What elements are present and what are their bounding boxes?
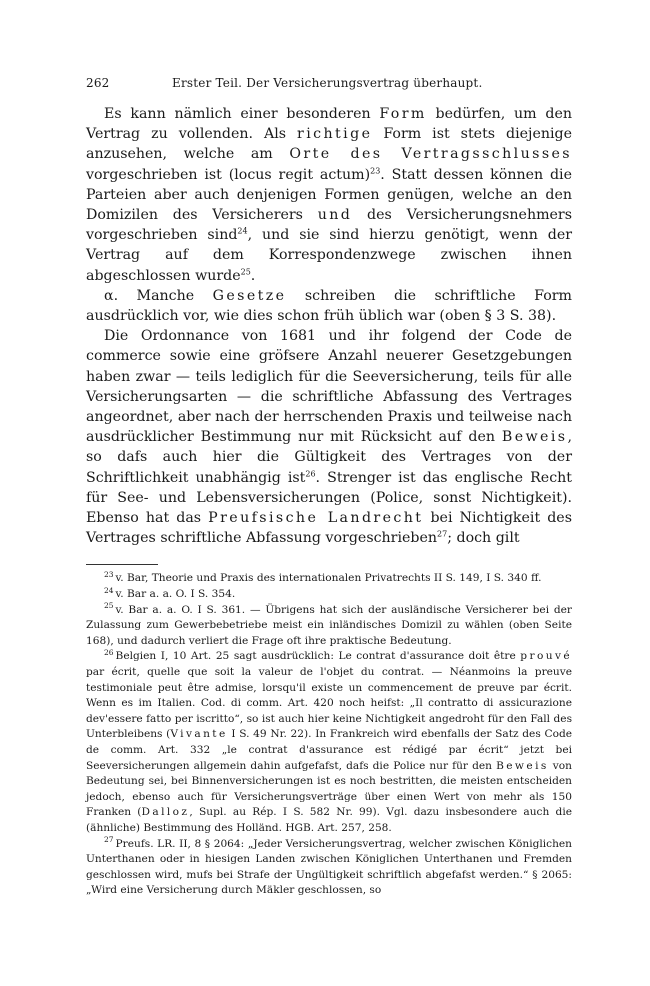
footnote-number: 23 xyxy=(104,569,114,579)
main-text xyxy=(86,104,572,548)
footnote-number: 26 xyxy=(104,647,114,657)
text-run: Es kann nämlich einer besonderen xyxy=(104,106,380,122)
spaced-word: Form xyxy=(379,106,427,122)
spaced-word: und xyxy=(317,207,353,224)
footnote-text: von Bedeutung sei, bei Binnenversicherungen ist es noch bestritten, die meisten entscheiden jedoch, ebenso auch für Versicherungsverträge über einen Wert von mehr als 150 Franken ( xyxy=(86,759,572,819)
text-run: , und sie sind hierzu genötigt, wenn der Vertrag auf dem Korrespondenzwege zwischen ihnen abgeschlossen wurde xyxy=(86,227,572,284)
footnotes xyxy=(86,571,572,898)
paragraph-ordonnance xyxy=(86,326,572,548)
spaced-word: Gesetze xyxy=(212,287,287,304)
spaced-word: richtige xyxy=(297,126,373,143)
text-run: , so dafs auch hier die Gültigkeit des Vertrages von der Schriftlichkeit unabhängig ist xyxy=(86,429,572,486)
footnote-ref: 25 xyxy=(240,266,251,276)
spaced-word: Vivante xyxy=(170,728,228,741)
text-run: α. Manche xyxy=(104,287,213,304)
text-run: des Versicherungsnehmers vorgeschrieben sind xyxy=(86,207,572,244)
spaced-word: Dalloz xyxy=(141,806,190,819)
footnote-text: I S. 49 Nr. 22). In Frankreich wird ebenfalls der Satz des Code de comm. Art. 332 „le contrat d'assurance est rédigé par écrit“ jetzt bei Seeversicherungen allgemein dahin aufgefafst, dafs die Police nur für den xyxy=(86,728,572,772)
footnote-ref: 24 xyxy=(237,226,248,236)
page-header xyxy=(86,76,572,90)
footnote-text: par écrit, quelle que soit la valeur de l'objet du contrat. — Néanmoins la preuve testimoniale peut être admise, lorsqu'il existe un commencement de preuve par écrit. Wenn es im Italien. Cod. di comm. Art. 420 noch heifst: „Il contratto di assicurazione dev'essere fatto per iscritto“, so ist auch hier keine Nichtigkeit angedroht für den Fall des Unterbleibens ( xyxy=(86,666,572,741)
footnote-text: Preufs. LR. II, 8 § 2064: „Jeder Versicherungsvertrag, welcher zwischen Königlichen Unterthanen oder in hiesigen Landen zwischen Königlichen Unterthanen und Fremden geschlossen wird, mufs bei Strafe der Ungültigkeit schriftlich abgefafst werden.“ § 2065: „Wird eine Versicherung durch Mäkler geschlossen, so xyxy=(86,837,572,897)
text-run: . Statt dessen können die Parteien aber auch denjenigen Formen genügen, welche an den Domizilen des Versicherers xyxy=(86,166,572,224)
footnote-text: v. Bar a. a. O. I S. 354. xyxy=(115,588,236,601)
spaced-word: prouvé xyxy=(520,650,572,663)
footnote-ref: 26 xyxy=(305,468,316,478)
text-run: ; doch gilt xyxy=(447,530,520,547)
footnote-number: 25 xyxy=(104,601,114,611)
footnote-27 xyxy=(86,837,572,899)
text-run: Form ist stets diejenige anzusehen, welche am xyxy=(86,126,572,163)
footnote-text: v. Bar a. a. O. I S. 361. — Übrigens hat sich der ausländische Versicherer bei der Zulassung zum Gewerbebetriebe meist ein inländisches Domizil zu wählen (oben Seite 168), und dadurch verliert die Frage oft ihre praktische Bedeutung. xyxy=(86,603,572,647)
running-head: Erster Teil. Der Versicherungsvertrag überhaupt. xyxy=(172,76,483,90)
footnote-number: 24 xyxy=(104,585,114,595)
page-number: 262 xyxy=(86,76,110,90)
spaced-word: Beweis xyxy=(496,759,549,772)
paragraph-alpha xyxy=(86,286,572,326)
footnote-text: Belgien I, 10 Art. 25 sagt ausdrücklich: Le contrat d'assurance doit être xyxy=(115,650,521,663)
spaced-word: Beweis xyxy=(501,429,568,446)
footnote-text: , Supl. au Rép. I S. 582 Nr. 99). Vgl. dazu insbesondere auch die (ähnliche) Bestimmung des Holländ. HGB. Art. 257, 258. xyxy=(86,806,572,834)
text-run: . Strenger ist das englische Recht für See- und Lebensversicherungen (Police, sonst Nichtigkeit). Ebenso hat das xyxy=(86,469,572,527)
footnote-24 xyxy=(86,587,572,603)
spaced-word: Orte des Vertragsschlusses xyxy=(289,146,572,163)
book-page xyxy=(86,76,572,899)
text-run: schreiben die schriftliche Form ausdrücklich vor, wie dies schon früh üblich war (oben § 3 S. 38). xyxy=(86,287,572,325)
footnote-23 xyxy=(86,571,572,587)
footnote-ref: 27 xyxy=(437,529,448,539)
text-run: vorgeschrieben ist (locus regit actum) xyxy=(86,166,371,183)
spaced-word: Preufsische Landrecht xyxy=(208,510,424,527)
text-run: bedürfen, um den Vertrag zu vollenden. Als xyxy=(86,106,572,143)
paragraph-form xyxy=(86,104,572,286)
footnote-text: v. Bar, Theorie und Praxis des internationalen Privatrechts II S. 149, I S. 340 ff. xyxy=(115,572,542,585)
footnote-25 xyxy=(86,603,572,650)
footnote-ref: 23 xyxy=(370,165,381,175)
footnote-number: 27 xyxy=(104,835,114,845)
footnote-rule xyxy=(86,564,158,565)
text-run: Die Ordonnance von 1681 und ihr folgend der Code de commerce sowie eine gröfsere Anzahl neuerer Gesetzgebungen haben zwar — teils lediglich für die Seeversicherung, teils für alle Versicherungsarten — die schriftliche Abfassung des Vertrages angeordnet, aber nach der herrschenden Praxis und teilweise nach ausdrücklicher Bestimmung nur mit Rücksicht auf den xyxy=(86,328,572,446)
text-run: bei Nichtigkeit des Vertrages schriftliche Abfassung vorgeschrieben xyxy=(86,510,572,547)
text-run: . xyxy=(250,267,256,284)
footnote-26 xyxy=(86,649,572,836)
